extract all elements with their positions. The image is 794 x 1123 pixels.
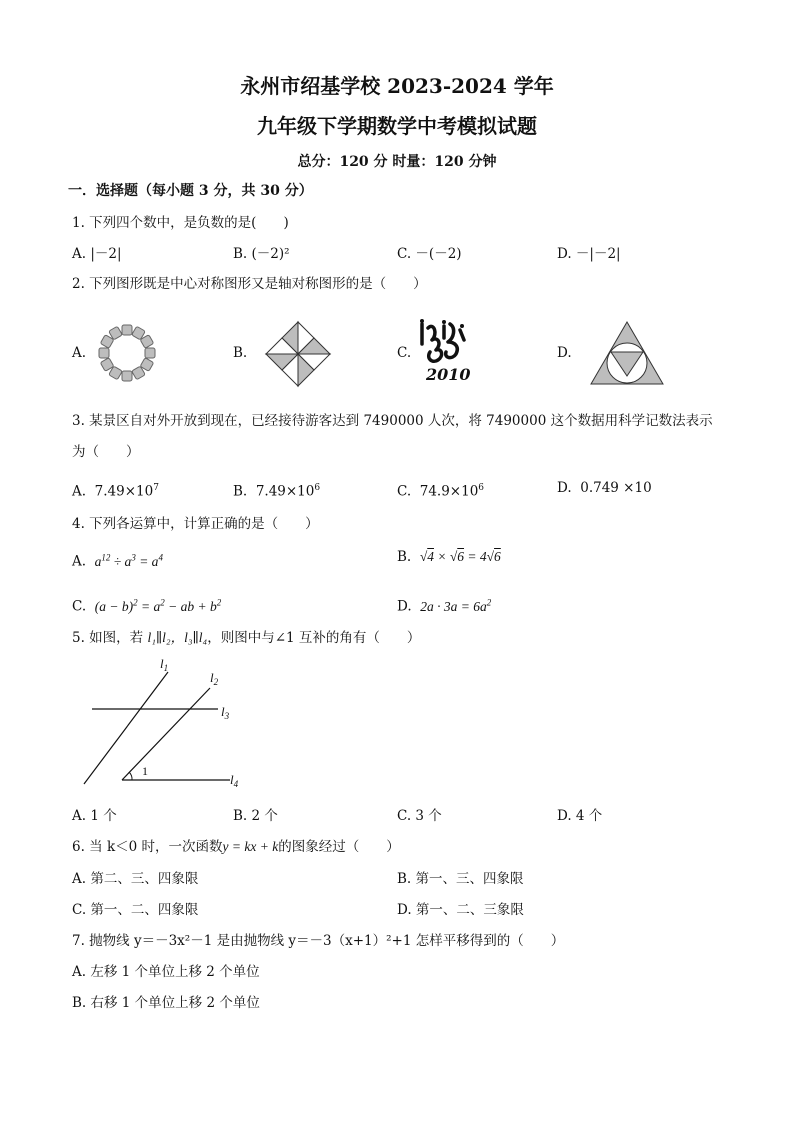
section-heading: 一．选择题（每小题 3 分，共 30 分） (68, 183, 313, 199)
q5-option-d: D. 4 个 (557, 808, 603, 824)
q2-label-b: B. (233, 345, 248, 361)
q1-option-a: A. |－2| (72, 246, 122, 262)
q3-option-b: B. $7.49\times 10^6$ (233, 483, 321, 500)
score-time: 总分：120 分 时量：120 分钟 (297, 154, 497, 170)
q4-option-a: A. $a^{12} \div a^3 = a^4$ (72, 552, 163, 570)
q7-option-a: A. 左移 1 个单位上移 2 个单位 (72, 964, 260, 980)
q6-option-c: C. 第一、二、四象限 (72, 902, 199, 918)
q6-stem: 6. 当 k＜0 时，一次函数y = kx + k的图象经过（ ） (72, 839, 400, 855)
q7-stem: 7. 抛物线 y＝－3x²－1 是由抛物线 y＝－3（x+1）²+1 怎样平移得到的（ ） (72, 933, 565, 949)
q3-option-d: D. 0.749 ×10 (557, 480, 652, 496)
ring-segment (145, 348, 155, 358)
q5-stem: 5. 如图，若 l₁∥l₂，l₃∥l₄，则图中与∠1 互补的角有（ ） (72, 630, 421, 646)
q2-label-a: A. (72, 345, 87, 361)
q4-option-b: B. √4 × √6 = 4√6 (397, 549, 501, 565)
svg-text:l3: $l_3$ (221, 704, 230, 721)
q6-option-b: B. 第一、三、四象限 (397, 871, 524, 887)
q4-stem: 4. 下列各运算中，计算正确的是（ ） (72, 516, 319, 532)
q5-option-a: A. 1 个 (72, 808, 117, 824)
q3-stem-line2: 为（ ） (72, 444, 140, 460)
q2-label-d: D. (557, 345, 572, 361)
logo-year-text: 2010 (426, 365, 471, 384)
parallel-lines-figure (80, 654, 260, 794)
q6-option-d: D. 第一、二、三象限 (397, 902, 524, 918)
svg-text:l2: $l_2$ (210, 670, 219, 687)
ring-segment (122, 371, 132, 381)
q3-stem-line1: 3. 某景区自对外开放到现在，已经接待游客达到 7490000 人次，将 7490000 这个数据用科学记数法表示 (72, 413, 713, 429)
q4-option-c: C. $(a - b)^2 = a^2$ − ab + $b^2$ (72, 597, 222, 615)
q7-option-b: B. 右移 1 个单位上移 2 个单位 (72, 995, 260, 1011)
pinwheel-figure (262, 318, 334, 390)
svg-text:l4: $l_4$ (230, 772, 239, 789)
exam-subtitle: 九年级下学期数学中考模拟试题 (257, 114, 537, 138)
triangle-circle-figure (589, 320, 665, 386)
q5-option-c: C. 3 个 (397, 808, 442, 824)
q2-label-c: C. (397, 345, 412, 361)
q6-option-a: A. 第二、三、四象限 (72, 871, 199, 887)
q1-option-c: C. －(－2) (397, 246, 462, 262)
ring-figure (96, 322, 158, 384)
q1-option-d: D. －|－2| (557, 246, 621, 262)
angle-1-label: 1 (142, 764, 148, 778)
q1-option-b: B. (－2)² (233, 246, 290, 262)
svg-text:l1: $l_1$ (160, 656, 169, 673)
ring-segment (122, 325, 132, 335)
q4-option-d: D. $2a \cdot 3a = 6a^2$ (397, 597, 492, 615)
q2-stem: 2. 下列图形既是中心对称图形又是轴对称图形的是（ ） (72, 276, 427, 292)
q3-option-a: A. $7.49\times 10^7$ (72, 483, 159, 500)
ring-segment (99, 348, 109, 358)
exam-title: 永州市绍基学校 2023-2024 学年 (240, 74, 554, 98)
q1-stem: 1. 下列四个数中，是负数的是( ) (72, 215, 289, 231)
q5-option-b: B. 2 个 (233, 808, 278, 824)
calligraphy-logo-figure (416, 318, 476, 384)
q3-option-c: C. $74.9\times 10^6$ (397, 483, 485, 500)
